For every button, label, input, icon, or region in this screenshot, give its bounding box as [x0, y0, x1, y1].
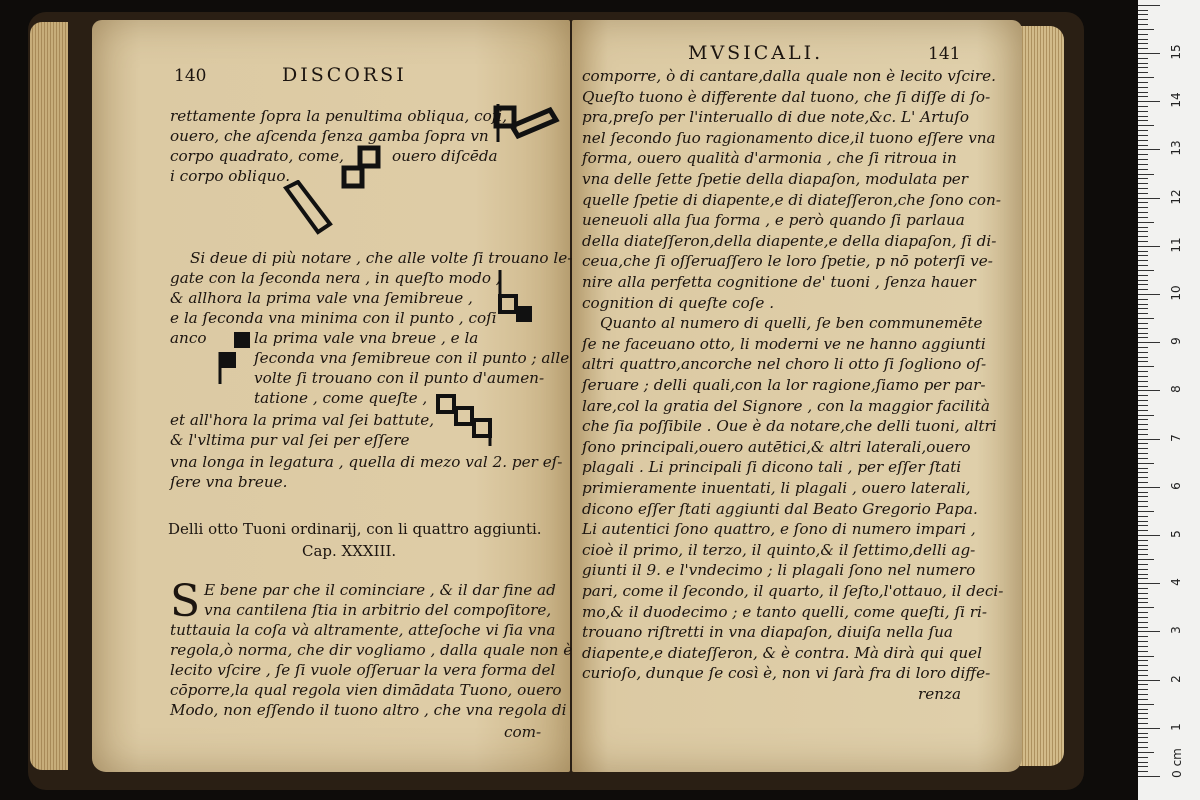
- text-line: ſono principali,ouero autētici,& altri laterali,ouero: [582, 437, 971, 456]
- ruler-tick: [1138, 227, 1148, 228]
- ruler-tick: [1138, 771, 1148, 772]
- ruler-tick: [1138, 318, 1154, 319]
- text-line: tuttauia la coſa và altramente, atteſoche vi ſia vna: [170, 621, 556, 639]
- ruler-tick: [1138, 19, 1148, 20]
- ruler-tick: [1138, 675, 1148, 676]
- ruler-tick: [1138, 342, 1160, 343]
- ruler-tick: [1138, 145, 1148, 146]
- ruler-tick: [1138, 39, 1148, 40]
- ruler-tick: [1138, 607, 1154, 608]
- ruler-tick: [1138, 747, 1148, 748]
- ruler-tick: [1138, 255, 1148, 256]
- ligature-dotted-notes: [432, 390, 512, 450]
- ruler-tick: [1138, 631, 1160, 632]
- ruler-tick: [1138, 723, 1148, 724]
- text-line: Modo, non eſſendo il tuono altro , che vna regola di: [170, 701, 567, 719]
- ruler-number: 10: [1169, 285, 1183, 301]
- text-line: E bene par che il cominciare , & il dar fine ad: [204, 581, 556, 599]
- ruler-tick: [1138, 29, 1154, 30]
- ruler-tick: [1138, 588, 1148, 589]
- ruler-tick: [1138, 521, 1148, 522]
- text-line: della diateſſeron,della diapente,e della diapaſon, ſi di-: [582, 231, 997, 250]
- ruler-tick: [1138, 159, 1148, 160]
- ruler-tick: [1138, 72, 1148, 73]
- right-page-number: 141: [928, 44, 961, 64]
- ruler-tick: [1138, 439, 1160, 440]
- ruler-tick: [1138, 217, 1148, 218]
- ruler-tick: [1138, 357, 1148, 358]
- ruler-tick: [1138, 101, 1160, 102]
- ruler-tick: [1138, 525, 1148, 526]
- ruler-tick: [1138, 386, 1148, 387]
- text-line: volte ſi trouano con il punto d'aumen-: [254, 369, 545, 387]
- ruler-tick: [1138, 241, 1148, 242]
- ruler-tick: [1138, 496, 1148, 497]
- text-line: gate con la ſeconda nera , in queſto modo ,: [170, 269, 501, 287]
- ruler-tick: [1138, 251, 1148, 252]
- ruler-tick: [1138, 164, 1148, 165]
- ruler-tick: [1138, 260, 1148, 261]
- text-line: trouano riſtretti in vna diapaſon, diuiſa nella ſua: [582, 623, 953, 642]
- ruler-tick: [1138, 337, 1148, 338]
- text-line: giunti il 9. e l'vndecimo ; li plagali ſono nel numero: [582, 561, 976, 580]
- ruler-tick: [1138, 24, 1148, 25]
- ruler-tick: [1138, 63, 1148, 64]
- text-line: anco: [170, 329, 207, 347]
- ruler-number: 7: [1169, 433, 1183, 442]
- ruler-tick: [1138, 757, 1148, 758]
- text-line: et all'hora la prima val ſei battute,: [170, 411, 435, 429]
- ruler-tick: [1138, 202, 1148, 203]
- ruler-number: 8: [1169, 385, 1183, 394]
- ruler-tick: [1138, 125, 1154, 126]
- ruler-tick: [1138, 67, 1148, 68]
- text-line: Quanto al numero di quelli, ſe ben communemēte: [600, 314, 983, 333]
- text-line: nire alla perfetta cognitione de' tuoni , ſenza hauer: [582, 273, 976, 291]
- ruler-number: 0 cm: [1170, 748, 1184, 778]
- ruler-tick: [1138, 92, 1148, 93]
- text-line: cioè il primo, il terzo, il quinto,& il ſettimo,delli ag-: [582, 540, 976, 559]
- left-page-edges: [30, 22, 68, 770]
- ruler-tick: [1138, 371, 1148, 372]
- measurement-ruler: [1138, 0, 1200, 800]
- ruler-tick: [1138, 34, 1148, 35]
- ruler-tick: [1138, 270, 1154, 271]
- text-line: comporre, ò di cantare,dalla quale non è lecito vſcire.: [582, 67, 996, 85]
- text-line: quelle ſpetie di diapente,e di diateſſeron,che ſono con-: [582, 190, 1001, 209]
- text-line: i corpo obliquo.: [170, 167, 291, 185]
- left-running-head: DISCORSI: [282, 64, 407, 86]
- ruler-tick: [1138, 535, 1160, 536]
- text-line: primieramente inuentati, li plagali , ouero laterali,: [582, 479, 971, 497]
- text-line: regola,ò norma, che dir vogliamo , dalla quale non è: [170, 641, 573, 659]
- ruler-tick: [1138, 540, 1148, 541]
- text-line: ceua,che ſi oſſeruaſſero le loro ſpetie, p nō poterſi ve-: [582, 252, 993, 271]
- text-line: che ſia poſſibile . Oue è da notare,che delli tuoni, altri: [582, 417, 997, 436]
- text-line: ſeruare ; delli quali,con la lor ragione,ſiamo per par-: [582, 376, 986, 394]
- ruler-tick: [1138, 429, 1148, 430]
- ruler-tick: [1138, 713, 1148, 714]
- ruler-tick: [1138, 656, 1154, 657]
- text-line: lare,col la gratia del Signore , con la maggior facilità: [582, 396, 990, 415]
- ligature-figure-1: [490, 102, 560, 152]
- text-line: plagali . Li principali ſi dicono tali , per eſſer ſtati: [582, 458, 962, 477]
- ruler-tick: [1138, 448, 1148, 449]
- ruler-tick: [1138, 694, 1148, 695]
- right-running-head: MVSICALI.: [688, 42, 824, 64]
- ruler-tick: [1138, 130, 1148, 131]
- ruler-number: 15: [1169, 44, 1183, 60]
- ruler-tick: [1138, 323, 1148, 324]
- ruler-tick: [1138, 405, 1148, 406]
- ruler-tick: [1138, 183, 1148, 184]
- right-page: [572, 20, 1022, 772]
- ruler-tick: [1138, 554, 1148, 555]
- ruler-tick: [1138, 492, 1148, 493]
- text-line: vna longa in legatura , quella di mezo val 2. per eſ-: [170, 453, 563, 471]
- ruler-tick: [1138, 280, 1148, 281]
- ruler-tick: [1138, 463, 1154, 464]
- ruler-tick: [1138, 636, 1148, 637]
- ruler-tick: [1138, 602, 1148, 603]
- ruler-tick: [1138, 684, 1148, 685]
- text-line: la prima vale vna breue , e la: [254, 329, 479, 347]
- ruler-tick: [1138, 347, 1148, 348]
- ruler-tick: [1138, 87, 1148, 88]
- ruler-tick: [1138, 289, 1148, 290]
- text-line: forma, ouero qualità d'armonia , che ſi ritroua in: [582, 149, 957, 168]
- right-page-edges: [1020, 26, 1064, 766]
- text-line: ouero, che aſcenda ſenza gamba ſopra vn: [170, 127, 489, 145]
- text-line: dicono eſſer ſtati aggiunti dal Beato Gregorio Papa.: [582, 499, 978, 518]
- ruler-tick: [1138, 222, 1154, 223]
- ruler-tick: [1138, 728, 1160, 729]
- ruler-number: 12: [1169, 188, 1183, 205]
- text-line: ſe ne faceuano otto, li moderni ve ne hanno aggiunti: [582, 334, 986, 353]
- text-line: Queſto tuono è differente dal tuono, che ſi diſſe di ſo-: [582, 87, 991, 106]
- ruler-tick: [1138, 154, 1148, 155]
- ruler-tick: [1138, 598, 1148, 599]
- text-line: altri quattro,ancorche nel choro li otto ſi ſogliono oſ-: [582, 355, 987, 374]
- ruler-tick: [1138, 174, 1154, 175]
- ruler-tick: [1138, 96, 1148, 97]
- ruler-tick: [1138, 762, 1148, 763]
- ruler-tick: [1138, 458, 1148, 459]
- ruler-tick: [1138, 583, 1160, 584]
- ruler-tick: [1138, 308, 1148, 309]
- ruler-number: 9: [1169, 337, 1183, 346]
- ruler-number: 4: [1169, 578, 1183, 587]
- ligature-figure-2: [340, 144, 388, 200]
- ruler-tick: [1138, 506, 1148, 507]
- ruler-tick: [1138, 395, 1148, 396]
- ruler-tick: [1138, 737, 1148, 738]
- ruler-tick: [1138, 265, 1148, 266]
- text-line: ſere vna breue.: [170, 473, 288, 491]
- ruler-tick: [1138, 641, 1148, 642]
- text-line: corpo quadrato, come,: [170, 147, 344, 165]
- ruler-tick: [1138, 434, 1148, 435]
- ruler-tick: [1138, 82, 1148, 83]
- ruler-tick: [1138, 178, 1148, 179]
- ruler-tick: [1138, 48, 1148, 49]
- right-catchword: renza: [918, 685, 962, 703]
- ruler-number: 1: [1169, 722, 1183, 731]
- left-page: [92, 20, 573, 772]
- text-line: cognition di queſte coſe .: [582, 293, 775, 312]
- ruler-number: 11: [1169, 237, 1183, 253]
- ruler-tick: [1138, 424, 1148, 425]
- ruler-tick: [1138, 545, 1148, 546]
- text-line: & allhora la prima vale vna ſemibreue ,: [170, 289, 473, 307]
- ruler-tick: [1138, 689, 1148, 690]
- ligature-figure-3: [278, 180, 338, 240]
- ruler-tick: [1138, 482, 1148, 483]
- ruler-tick: [1138, 468, 1148, 469]
- text-line: mo,& il duodecimo ; e tanto quelli, come queſti, ſi ri-: [582, 602, 987, 621]
- ruler-tick: [1138, 231, 1148, 232]
- ruler-tick: [1138, 699, 1148, 700]
- text-line: vna cantilena ſtia in arbitrio del compoſitore,: [204, 601, 552, 619]
- ruler-tick: [1138, 333, 1148, 334]
- ruler-tick: [1138, 328, 1148, 329]
- ruler-tick: [1138, 212, 1148, 213]
- ruler-tick: [1138, 766, 1148, 767]
- ruler-tick: [1138, 559, 1154, 560]
- ruler-tick: [1138, 660, 1148, 661]
- chapter-number: Cap. XXXIII.: [302, 542, 397, 560]
- ruler-tick: [1138, 487, 1160, 488]
- dropcap-S: S: [170, 576, 201, 627]
- text-line: lecito vſcire , ſe ſi vuole oſſeruar la vera forma del: [170, 661, 556, 679]
- ruler-tick: [1138, 752, 1154, 753]
- ruler-tick: [1138, 376, 1148, 377]
- ruler-number: 2: [1169, 674, 1183, 683]
- ruler-tick: [1138, 284, 1148, 285]
- ruler-tick: [1138, 120, 1148, 121]
- text-line: vna delle ſette ſpetie della diapaſon, modulata per: [582, 170, 969, 188]
- ruler-number: 6: [1169, 481, 1183, 490]
- text-line: diapente,e diateſſeron, & è contra. Mà dirà qui quel: [582, 643, 983, 662]
- text-line: pari, come il ſecondo, il quarto, il ſeſto,l'ottauo, il deci-: [582, 582, 1004, 600]
- text-line: ſeconda vna ſemibreue con il punto ; alle: [254, 349, 570, 367]
- ruler-tick: [1138, 709, 1148, 710]
- ruler-tick: [1138, 135, 1148, 136]
- text-line: nel ſecondo ſuo ragionamento dice,il tuono eſſere vna: [582, 128, 996, 147]
- text-line: tatione , come queſte ,: [254, 389, 428, 407]
- ruler-tick: [1138, 198, 1160, 199]
- text-line: Si deue di più notare , che alle volte ſi trouano le-: [190, 249, 573, 267]
- ruler-tick: [1138, 313, 1148, 314]
- ruler-tick: [1138, 670, 1148, 671]
- ruler-number: 13: [1169, 140, 1183, 157]
- ruler-tick: [1138, 14, 1148, 15]
- ruler-tick: [1138, 651, 1148, 652]
- ruler-tick: [1138, 58, 1148, 59]
- inline-ouero-discenda: ouero diſcēda: [392, 147, 498, 165]
- ruler-tick: [1138, 304, 1148, 305]
- ruler-tick: [1138, 704, 1154, 705]
- ruler-tick: [1138, 361, 1148, 362]
- ruler-tick: [1138, 236, 1148, 237]
- ruler-tick: [1138, 733, 1148, 734]
- ruler-tick: [1138, 366, 1154, 367]
- ruler-tick: [1138, 511, 1154, 512]
- ruler-tick: [1138, 77, 1154, 78]
- ruler-tick: [1138, 617, 1148, 618]
- ruler-tick: [1138, 188, 1148, 189]
- ruler-tick: [1138, 352, 1148, 353]
- ruler-tick: [1138, 612, 1148, 613]
- ruler-tick: [1138, 246, 1160, 247]
- ruler-number: 14: [1169, 92, 1183, 108]
- ruler-tick: [1138, 116, 1148, 117]
- ruler-tick: [1138, 275, 1148, 276]
- ruler-tick: [1138, 622, 1148, 623]
- ruler-tick: [1138, 516, 1148, 517]
- ruler-tick: [1138, 419, 1148, 420]
- text-line: cōporre,la qual regola vien dimādata Tuono, ouero: [170, 681, 562, 699]
- text-line: ueneuoli alla ſua forma , e però quando ſi parlaua: [582, 211, 965, 230]
- ruler-tick: [1138, 140, 1148, 141]
- ruler-number: 3: [1169, 626, 1183, 635]
- ruler-tick: [1138, 569, 1148, 570]
- text-line: rettamente ſopra la penultima obliqua, coſi,: [170, 107, 508, 125]
- ruler-tick: [1138, 742, 1148, 743]
- ruler-tick: [1138, 106, 1148, 107]
- ruler-tick: [1138, 472, 1148, 473]
- ruler-tick: [1138, 410, 1148, 411]
- text-line: Li autentici ſono quattro, e ſono di numero impari ,: [582, 520, 976, 539]
- ruler-tick: [1138, 680, 1160, 681]
- left-catchword: com-: [504, 723, 542, 741]
- ruler-tick: [1138, 776, 1160, 777]
- ruler-tick: [1138, 111, 1148, 112]
- ruler-tick: [1138, 381, 1148, 382]
- ruler-tick: [1138, 646, 1148, 647]
- ruler-tick: [1138, 453, 1148, 454]
- ruler-tick: [1138, 665, 1148, 666]
- ruler-tick: [1138, 149, 1160, 150]
- ligature-black-note-1: [496, 268, 546, 328]
- ruler-tick: [1138, 415, 1154, 416]
- ruler-tick: [1138, 5, 1160, 6]
- ruler-tick: [1138, 477, 1148, 478]
- ruler-tick: [1138, 10, 1148, 11]
- ruler-tick: [1138, 627, 1148, 628]
- ruler-tick: [1138, 53, 1160, 54]
- ruler-tick: [1138, 564, 1148, 565]
- ruler-tick: [1138, 43, 1148, 44]
- ruler-tick: [1138, 718, 1148, 719]
- ruler-tick: [1138, 294, 1160, 295]
- ruler-tick: [1138, 299, 1148, 300]
- text-line: & l'vltima pur val ſei per eſſere: [170, 431, 410, 449]
- left-page-number: 140: [174, 66, 207, 86]
- ruler-tick: [1138, 390, 1160, 391]
- ruler-number: 5: [1169, 530, 1183, 538]
- ruler-tick: [1138, 574, 1148, 575]
- chapter-title: Delli otto Tuoni ordinarij, con li quattro aggiunti.: [168, 520, 542, 538]
- ruler-tick: [1138, 578, 1148, 579]
- ruler-tick: [1138, 207, 1148, 208]
- ruler-tick: [1138, 501, 1148, 502]
- ruler-tick: [1138, 193, 1148, 194]
- ruler-tick: [1138, 169, 1148, 170]
- text-line: pra,preſo per l'interuallo di due note,&c. L' Artuſo: [582, 108, 969, 127]
- ruler-tick: [1138, 443, 1148, 444]
- ruler-tick: [1138, 530, 1148, 531]
- ruler-tick: [1138, 593, 1148, 594]
- ruler-tick: [1138, 400, 1148, 401]
- ligature-black-note-2: [216, 328, 260, 388]
- text-line: e la ſeconda vna minima con il punto , coſi: [170, 309, 497, 327]
- ruler-tick: [1138, 549, 1148, 550]
- text-line: curioſo, dunque ſe così è, non vi ſarà fra di loro diffe-: [582, 664, 991, 683]
